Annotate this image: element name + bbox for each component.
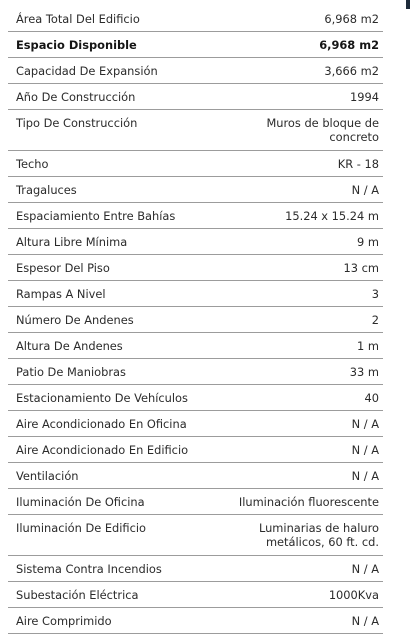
spec-label: Tipo De Construcción [16,116,138,130]
spec-row-techo [8,151,383,177]
corner-accent [406,0,410,9]
spec-row-espesor-piso [8,255,383,281]
spec-label: Sistema Contra Incendios [16,562,162,576]
spec-label: Número De Andenes [16,313,134,327]
spec-row-ano-construccion [8,84,383,110]
spec-label: Iluminación De Oficina [16,495,145,509]
spec-row-ventilacion [8,463,383,489]
spec-row-estacionamiento [8,385,383,411]
spec-label: Espaciamiento Entre Bahías [16,209,176,223]
spec-label: Capacidad De Expansión [16,64,158,78]
spec-row-sistema-incendios [8,556,383,582]
spec-value: 40 [364,391,379,405]
spec-row-subestacion-electrica [8,582,383,608]
spec-value [146,521,379,549]
spec-row-tipo-construccion [8,110,383,151]
spec-label: Año De Construcción [16,90,136,104]
spec-value: 1994 [350,90,379,104]
spec-value: N / A [351,443,379,457]
spec-row-espacio-disponible [8,32,383,58]
spec-label: Subestación Eléctrica [16,588,139,602]
spec-row-aire-comprimido [8,608,383,634]
spec-label: Aire Comprimido [16,614,112,628]
spec-label: Área Total Del Edificio [16,12,140,26]
spec-row-tragaluces [8,177,383,203]
spec-label: Ventilación [16,469,79,483]
spec-value: 6,968 m2 [324,12,379,26]
spec-value: 9 m [357,235,379,249]
spec-value: N / A [351,562,379,576]
spec-value: 3,666 m2 [324,64,379,78]
spec-label: Iluminación De Edificio [16,521,147,535]
spec-value: N / A [351,614,379,628]
spec-label: Aire Acondicionado En Oficina [16,417,187,431]
spec-value: Iluminación fluorescente [238,495,379,509]
spec-row-patio-maniobras [8,359,383,385]
spec-label: Rampas A Nivel [16,287,106,301]
spec-row-altura-libre [8,229,383,255]
spec-row-iluminacion-edificio [8,515,383,556]
spec-label: Espesor Del Piso [16,261,110,275]
spec-value [137,116,379,144]
spec-row-iluminacion-oficina [8,489,383,515]
spec-row-aire-edificio [8,437,383,463]
spec-label: Aire Acondicionado En Edificio [16,443,189,457]
spec-row-area-total [8,6,383,32]
spec-value-line: Muros de bloque de [266,116,379,130]
spec-value-line: metálicos, 60 ft. cd. [265,535,379,549]
spec-value: 1000Kva [328,588,379,602]
spec-value: N / A [351,469,379,483]
spec-row-altura-andenes [8,333,383,359]
spec-value: 2 [371,313,379,327]
spec-value: 15.24 x 15.24 m [285,209,379,223]
spec-value: 6,968 m2 [319,38,379,52]
spec-row-numero-andenes [8,307,383,333]
spec-label: Espacio Disponible [16,38,137,52]
spec-value: N / A [351,183,379,197]
spec-row-espaciamiento-bahias [8,203,383,229]
spec-label: Techo [16,157,49,171]
spec-value: 3 [371,287,379,301]
spec-label: Estacionamiento De Vehículos [16,391,188,405]
spec-row-rampas-nivel [8,281,383,307]
spec-value-line: concreto [329,130,379,144]
spec-label: Tragaluces [16,183,77,197]
building-specs-table [8,6,383,634]
spec-value: 13 cm [343,261,379,275]
spec-value: KR - 18 [337,157,379,171]
spec-row-aire-oficina [8,411,383,437]
spec-value: N / A [351,417,379,431]
spec-value-line: Luminarias de haluro [258,521,379,535]
spec-label: Altura De Andenes [16,339,123,353]
spec-value: 33 m [349,365,379,379]
spec-row-capacidad-expansion [8,58,383,84]
spec-label: Altura Libre Mínima [16,235,128,249]
spec-value: 1 m [357,339,379,353]
spec-label: Patio De Maniobras [16,365,126,379]
